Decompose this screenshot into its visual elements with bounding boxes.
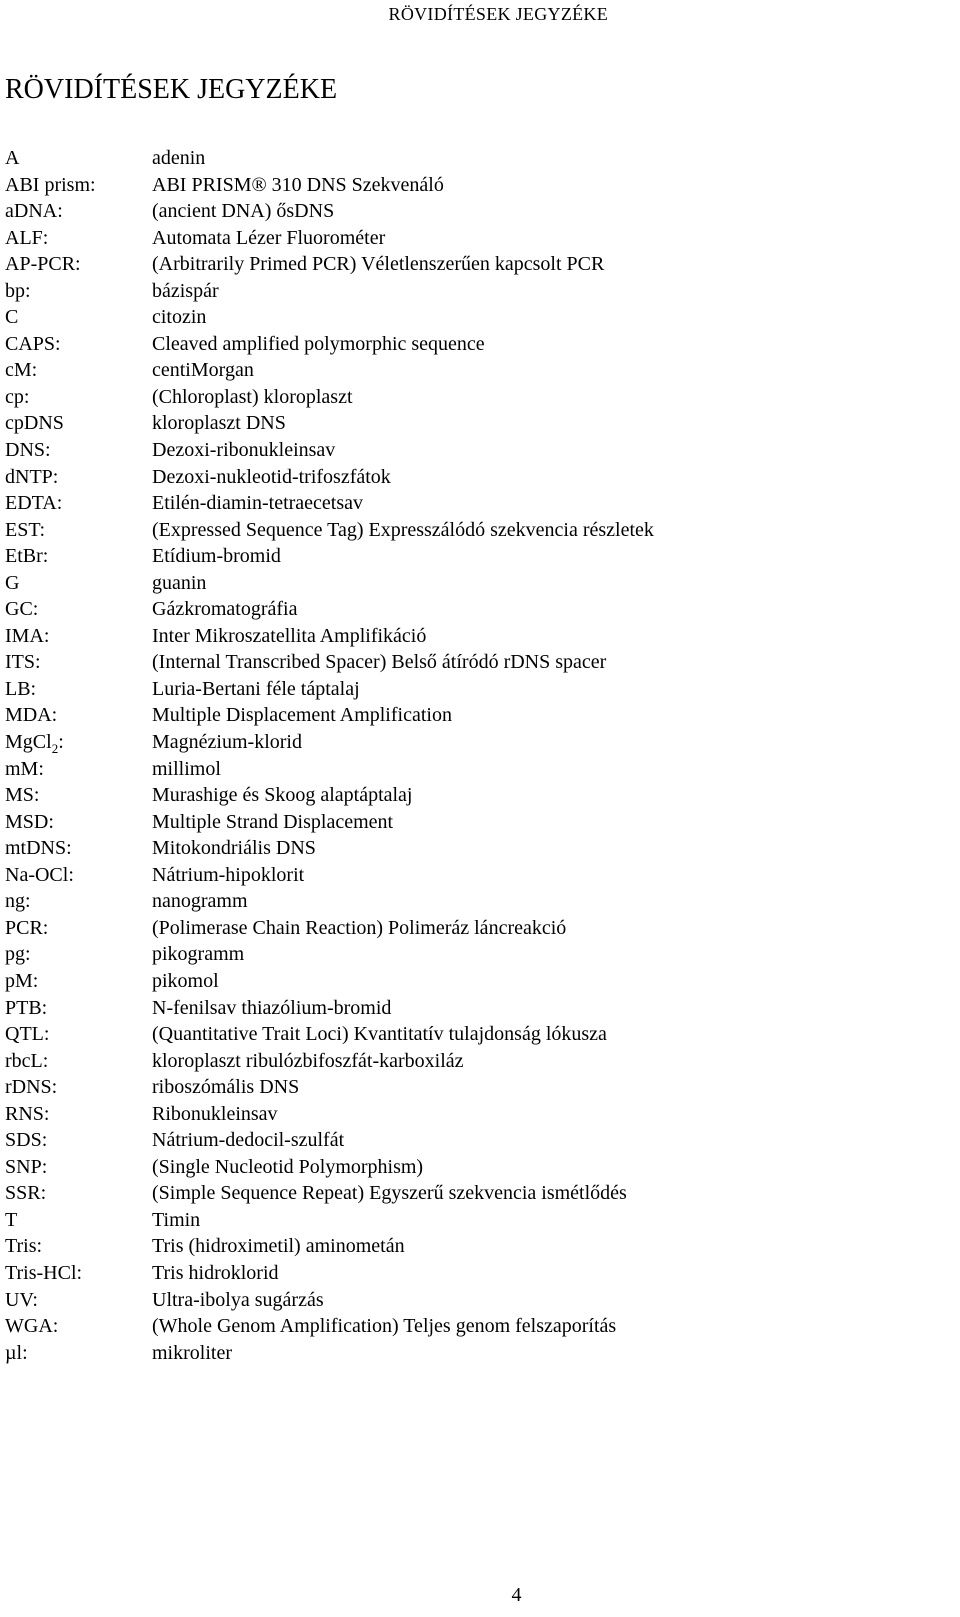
abbreviation-term-text: ITS: [5, 651, 41, 674]
abbreviation-definition: Nátrium-dedocil-szulfát [152, 1129, 345, 1152]
abbreviation-term-text: PTB: [5, 996, 48, 1019]
abbreviation-term [5, 1101, 152, 1128]
abbreviation-row [5, 278, 654, 305]
abbreviation-term-text: EDTA: [5, 492, 63, 515]
abbreviation-term-text: aDNA: [5, 200, 63, 223]
abbreviation-definition: Multiple Strand Displacement [152, 810, 394, 833]
abbreviation-row [5, 915, 654, 942]
abbreviation-term [5, 623, 152, 650]
abbreviation-definition: Ribonukleinsav [152, 1102, 278, 1125]
abbreviation-row [5, 198, 654, 225]
abbreviation-term [5, 437, 152, 464]
abbreviation-definition: kloroplaszt DNS [152, 412, 286, 435]
abbreviation-term-text: dNTP: [5, 465, 59, 488]
abbreviation-definition: Automata Lézer Fluorométer [152, 226, 386, 249]
abbreviation-row [5, 1260, 654, 1287]
abbreviation-row [5, 464, 654, 491]
abbreviation-definition: Ultra-ibolya sugárzás [152, 1288, 324, 1311]
abbreviation-definition: adenin [152, 147, 206, 169]
abbreviation-term-text: G [5, 571, 20, 594]
abbreviation-term [5, 596, 152, 623]
abbreviation-term [5, 410, 152, 437]
abbreviation-definition: mikroliter [152, 1341, 232, 1364]
abbreviation-term-text: pg: [5, 943, 31, 966]
abbreviation-term [5, 251, 152, 278]
abbreviation-definition: (Simple Sequence Repeat) Egyszerű szekvencia ismétlődés [152, 1182, 627, 1205]
abbreviation-row [5, 941, 654, 968]
abbreviation-row [5, 1233, 654, 1260]
abbreviation-term-subscript: 2 [51, 741, 59, 757]
abbreviation-term [5, 570, 152, 597]
abbreviation-row [5, 995, 654, 1022]
abbreviation-term [5, 304, 152, 331]
abbreviation-term-text: ABI prism: [5, 173, 96, 196]
abbreviation-term [5, 835, 152, 862]
abbreviation-row [5, 676, 654, 703]
abbreviation-row [5, 490, 654, 517]
abbreviation-definition: kloroplaszt ribulózbifoszfát-karboxiláz [152, 1049, 464, 1072]
abbreviation-term-text: EtBr: [5, 545, 49, 568]
abbreviation-definition: (Internal Transcribed Spacer) Belső átíródó rDNS spacer [152, 651, 607, 674]
abbreviation-term [5, 490, 152, 517]
abbreviation-definition: (Arbitrarily Primed PCR) Véletlenszerűen kapcsolt PCR [152, 253, 605, 276]
abbreviation-row [5, 1127, 654, 1154]
abbreviation-term-text: IMA: [5, 624, 50, 647]
abbreviation-row [5, 782, 654, 809]
abbreviation-row [5, 888, 654, 915]
abbreviation-term-tail: : [58, 731, 64, 754]
abbreviation-definition: (ancient DNA) ősDNS [152, 200, 335, 223]
abbreviation-definition: centiMorgan [152, 359, 254, 382]
abbreviation-term-text: WGA: [5, 1315, 59, 1338]
abbreviation-term-text: MSD: [5, 810, 54, 833]
abbreviation-term [5, 649, 152, 676]
abbreviation-definition: (Expressed Sequence Tag) Expresszálódó szekvencia részletek [152, 518, 654, 541]
abbreviation-definition: (Single Nucleotid Polymorphism) [152, 1155, 424, 1178]
abbreviation-definition: ABI PRISM® 310 DNS Szekvenáló [152, 173, 444, 196]
abbreviation-term [5, 729, 152, 756]
abbreviation-definition: riboszómális DNS [152, 1076, 300, 1099]
abbreviation-term-text: pM: [5, 969, 39, 992]
abbreviation-term [5, 756, 152, 783]
page-number: 4 [511, 1584, 522, 1606]
abbreviation-term-text: UV: [5, 1288, 38, 1311]
abbreviation-row [5, 809, 654, 836]
abbreviation-term-text: PCR: [5, 916, 49, 939]
abbreviation-definition: Etídium-bromid [152, 545, 281, 568]
abbreviation-definition: bázispár [152, 279, 219, 302]
page-title: RÖVIDÍTÉSEK JEGYZÉKE [5, 74, 338, 105]
abbreviation-row [5, 1074, 654, 1101]
abbreviation-term [5, 331, 152, 358]
abbreviation-row [5, 702, 654, 729]
abbreviation-term [5, 968, 152, 995]
abbreviation-term-text: CAPS: [5, 332, 61, 355]
abbreviation-term [5, 1074, 152, 1101]
abbreviation-row [5, 623, 654, 650]
abbreviation-definition: Nátrium-hipoklorit [152, 863, 305, 886]
abbreviation-term [5, 702, 152, 729]
abbreviation-row [5, 1154, 654, 1181]
abbreviation-term-text: cM: [5, 359, 38, 382]
abbreviation-list [5, 145, 654, 1366]
abbreviation-row [5, 384, 654, 411]
abbreviation-term-text: QTL: [5, 1023, 50, 1046]
abbreviation-row [5, 862, 654, 889]
abbreviation-definition: pikogramm [152, 943, 245, 966]
abbreviation-term-text: ng: [5, 890, 31, 913]
abbreviation-definition: millimol [152, 757, 221, 780]
abbreviation-row [5, 1287, 654, 1314]
abbreviation-row [5, 729, 654, 756]
abbreviation-term-text: mM: [5, 757, 44, 780]
abbreviation-term [5, 862, 152, 889]
abbreviation-row [5, 968, 654, 995]
abbreviation-term [5, 278, 152, 305]
abbreviation-term [5, 1340, 152, 1367]
abbreviation-definition: citozin [152, 306, 207, 329]
abbreviation-row [5, 835, 654, 862]
abbreviation-definition: Timin [152, 1208, 201, 1231]
abbreviation-term [5, 915, 152, 942]
abbreviation-definition: Murashige és Skoog alaptáptalaj [152, 784, 413, 807]
abbreviation-definition: (Quantitative Trait Loci) Kvantitatív tulajdonság lókusza [152, 1023, 607, 1046]
abbreviation-row [5, 225, 654, 252]
abbreviation-term [5, 1180, 152, 1207]
abbreviation-term [5, 1233, 152, 1260]
abbreviation-term [5, 384, 152, 411]
abbreviation-term-text: A [5, 147, 20, 169]
abbreviation-term [5, 1313, 152, 1340]
abbreviation-row [5, 1048, 654, 1075]
abbreviation-definition: pikomol [152, 969, 219, 992]
abbreviation-term [5, 225, 152, 252]
abbreviation-definition: Cleaved amplified polymorphic sequence [152, 332, 485, 355]
abbreviation-row [5, 1180, 654, 1207]
abbreviation-term-text: ALF: [5, 226, 49, 249]
abbreviation-definition: Dezoxi-nukleotid-trifoszfátok [152, 465, 391, 488]
abbreviation-row [5, 172, 654, 199]
abbreviation-term [5, 941, 152, 968]
abbreviation-term-text: rDNS: [5, 1076, 58, 1099]
abbreviation-term [5, 1021, 152, 1048]
abbreviation-term [5, 809, 152, 836]
abbreviation-definition: Magnézium-klorid [152, 731, 302, 754]
abbreviation-term-text: cp: [5, 385, 30, 408]
abbreviation-definition: Mitokondriális DNS [152, 837, 316, 860]
abbreviation-term-text: rbcL: [5, 1049, 49, 1072]
abbreviation-row [5, 357, 654, 384]
abbreviation-term-text: AP-PCR: [5, 253, 81, 276]
abbreviation-term-text: cpDNS [5, 412, 64, 435]
abbreviation-term-text: SNP: [5, 1155, 48, 1178]
abbreviation-definition: (Chloroplast) kloroplaszt [152, 385, 353, 408]
abbreviation-row [5, 1340, 654, 1367]
abbreviation-term-text: RNS: [5, 1102, 50, 1125]
abbreviation-term [5, 357, 152, 384]
abbreviation-term [5, 543, 152, 570]
abbreviation-term-text: C [5, 306, 19, 329]
abbreviation-definition: (Polimerase Chain Reaction) Polimeráz láncreakció [152, 916, 567, 939]
abbreviation-row [5, 543, 654, 570]
abbreviation-term [5, 172, 152, 199]
abbreviation-term-text: SSR: [5, 1182, 47, 1205]
abbreviation-term-text: bp: [5, 279, 31, 302]
abbreviation-term [5, 782, 152, 809]
abbreviation-term [5, 888, 152, 915]
abbreviation-term-text: µl: [5, 1341, 28, 1364]
abbreviation-term [5, 1048, 152, 1075]
abbreviation-row [5, 1101, 654, 1128]
abbreviation-row [5, 649, 654, 676]
abbreviation-term [5, 198, 152, 225]
abbreviation-term-text: mtDNS: [5, 837, 72, 860]
abbreviation-term-text: MDA: [5, 704, 58, 727]
abbreviation-term-text: Tris-HCl: [5, 1261, 83, 1284]
abbreviation-term [5, 464, 152, 491]
abbreviation-row [5, 756, 654, 783]
abbreviation-row [5, 517, 654, 544]
abbreviation-row [5, 145, 654, 172]
running-header: RÖVIDÍTÉSEK JEGYZÉKE [388, 4, 608, 24]
abbreviation-term-text: T [5, 1208, 18, 1231]
abbreviation-row [5, 331, 654, 358]
abbreviation-term-text: LB: [5, 677, 37, 700]
abbreviation-term-text: MgCl [5, 731, 52, 754]
abbreviation-term-text: SDS: [5, 1129, 48, 1152]
abbreviation-definition: Luria-Bertani féle táptalaj [152, 677, 360, 700]
abbreviation-term [5, 676, 152, 703]
abbreviation-definition: Dezoxi-ribonukleinsav [152, 439, 336, 462]
abbreviation-term [5, 1127, 152, 1154]
abbreviation-row [5, 1313, 654, 1340]
abbreviation-definition: guanin [152, 571, 207, 594]
abbreviation-row [5, 1021, 654, 1048]
abbreviation-definition: Tris hidroklorid [152, 1261, 279, 1284]
abbreviation-term [5, 145, 152, 172]
abbreviation-term [5, 1260, 152, 1287]
abbreviation-definition: Gázkromatográfia [152, 598, 298, 621]
abbreviation-term [5, 995, 152, 1022]
abbreviation-row [5, 410, 654, 437]
abbreviation-term-text: GC: [5, 598, 39, 621]
abbreviation-term-text: Tris: [5, 1235, 43, 1258]
abbreviation-term [5, 517, 152, 544]
abbreviation-definition: Tris (hidroximetil) aminometán [152, 1235, 405, 1258]
abbreviation-definition: nanogramm [152, 890, 248, 913]
abbreviation-term-text: Na-OCl: [5, 863, 74, 886]
abbreviation-definition: Multiple Displacement Amplification [152, 704, 452, 727]
abbreviation-term-text: DNS: [5, 439, 51, 462]
abbreviation-term [5, 1287, 152, 1314]
abbreviation-term-text: EST: [5, 518, 46, 541]
abbreviation-row [5, 1207, 654, 1234]
abbreviation-row [5, 251, 654, 278]
abbreviation-row [5, 304, 654, 331]
abbreviation-row [5, 570, 654, 597]
abbreviation-definition: Etilén-diamin-tetraecetsav [152, 492, 364, 515]
abbreviation-term [5, 1207, 152, 1234]
abbreviation-definition: Inter Mikroszatellita Amplifikáció [152, 624, 427, 647]
abbreviation-definition: N-fenilsav thiazólium-bromid [152, 996, 392, 1019]
abbreviation-definition: (Whole Genom Amplification) Teljes genom felszaporítás [152, 1315, 617, 1338]
abbreviation-term [5, 1154, 152, 1181]
abbreviation-row [5, 437, 654, 464]
abbreviation-term-text: MS: [5, 784, 40, 807]
abbreviation-row [5, 596, 654, 623]
